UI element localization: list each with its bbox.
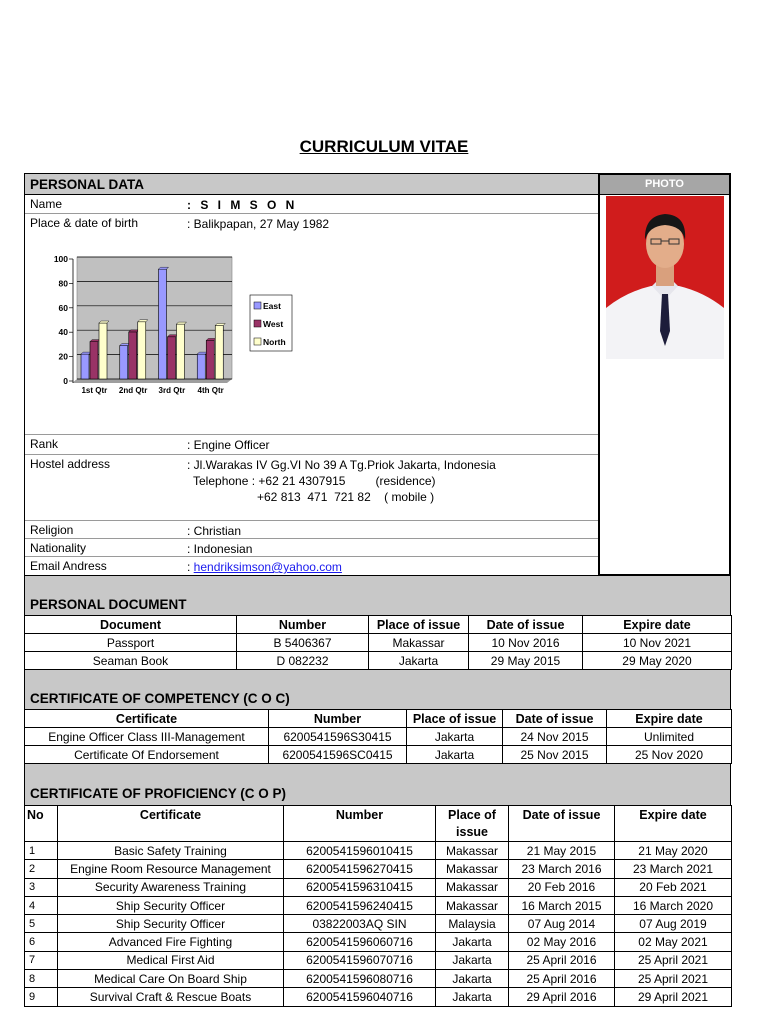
rank-row xyxy=(25,435,599,455)
chart-bar-top xyxy=(215,323,225,325)
column-header: Number xyxy=(269,710,407,728)
chart-bar-top xyxy=(81,352,91,354)
chart-y-tick-label: 0 xyxy=(63,376,68,386)
table-cell: Jakarta xyxy=(436,988,509,1006)
row-number-cell: 7 xyxy=(25,951,58,969)
table-cell: B 5406367 xyxy=(237,634,369,652)
column-header: Number xyxy=(237,616,369,634)
table-cell: Seaman Book xyxy=(25,652,237,670)
email-value-wrap xyxy=(187,559,342,575)
table-row xyxy=(25,915,732,933)
chart-legend-swatch xyxy=(254,320,261,327)
email-label: Email Andress xyxy=(30,559,107,573)
table-cell: Survival Craft & Rescue Boats xyxy=(58,988,284,1006)
table-cell: 02 May 2016 xyxy=(509,933,615,951)
table-cell: 03822003AQ SIN xyxy=(284,915,436,933)
personal-data-heading: PERSONAL DATA xyxy=(25,174,599,195)
table-cell: Makassar xyxy=(436,896,509,914)
table-cell: Medical First Aid xyxy=(58,951,284,969)
table-cell: 25 April 2016 xyxy=(509,951,615,969)
chart-bar-top xyxy=(197,352,207,354)
personal-document-section xyxy=(24,576,731,616)
table-cell: 02 May 2021 xyxy=(615,933,732,951)
table-cell: Security Awareness Training xyxy=(58,878,284,896)
table-cell: 16 March 2015 xyxy=(509,896,615,914)
table-cell: 29 April 2016 xyxy=(509,988,615,1006)
table-cell: Basic Safety Training xyxy=(58,842,284,860)
chart-bar-top xyxy=(159,267,169,269)
table-cell: 25 Nov 2020 xyxy=(607,746,732,764)
chart-bar-top xyxy=(138,320,148,322)
table-cell: 25 April 2021 xyxy=(615,970,732,988)
address-line-1: : Jl.Warakas IV Gg.VI No 39 A Tg.Priok Jakarta, Indonesia xyxy=(187,458,496,472)
chart-y-tick-label: 60 xyxy=(58,302,68,313)
religion-label: Religion xyxy=(30,523,74,537)
table-cell: 29 May 2020 xyxy=(583,652,732,670)
chart-legend-swatch xyxy=(254,302,261,309)
table-cell: Makassar xyxy=(436,878,509,896)
table-cell: Jakarta xyxy=(369,652,469,670)
birth-value: : Balikpapan, 27 May 1982 xyxy=(187,217,330,231)
chart-bar xyxy=(129,332,137,379)
profile-photo xyxy=(606,196,724,359)
chart-bar xyxy=(159,269,167,379)
page-title xyxy=(0,137,768,157)
table-cell: 07 Aug 2014 xyxy=(509,915,615,933)
column-header: Expire date xyxy=(583,616,732,634)
table-cell: 6200541596310415 xyxy=(284,878,436,896)
table-row xyxy=(25,988,732,1006)
religion-value: : Christian xyxy=(187,524,242,538)
table-cell: 23 March 2021 xyxy=(615,860,732,878)
table-cell: Makassar xyxy=(436,842,509,860)
address-row xyxy=(25,455,599,521)
table-row xyxy=(25,860,732,878)
email-row xyxy=(25,557,599,576)
row-number-cell: 9 xyxy=(25,988,58,1006)
coc-heading: CERTIFICATE OF COMPETENCY (C O C) xyxy=(30,691,290,706)
chart-bar-top xyxy=(129,330,139,332)
column-header: Document xyxy=(25,616,237,634)
photo-box xyxy=(598,173,731,576)
chart-bar xyxy=(99,323,107,379)
table-row xyxy=(25,728,732,746)
chart-bar-top xyxy=(168,335,178,337)
table-cell: 20 Feb 2016 xyxy=(509,878,615,896)
chart-bar-top xyxy=(120,344,130,346)
row-number-cell: 1 xyxy=(25,842,58,860)
table-row xyxy=(25,842,732,860)
table-cell: 29 May 2015 xyxy=(469,652,583,670)
chart-floor xyxy=(72,379,232,383)
nationality-value: : Indonesian xyxy=(187,542,253,556)
column-header: Place of issue xyxy=(436,806,509,842)
chart-y-tick-label: 40 xyxy=(58,327,68,338)
chart-bar xyxy=(81,354,89,379)
chart-bar-top xyxy=(206,338,216,340)
photo-heading: PHOTO xyxy=(600,175,729,195)
table-cell: 6200541596080716 xyxy=(284,970,436,988)
table-cell: 16 March 2020 xyxy=(615,896,732,914)
column-header: Certificate xyxy=(58,806,284,842)
table-cell: Makassar xyxy=(369,634,469,652)
name-value: : S I M S O N xyxy=(187,198,298,212)
table-cell: Jakarta xyxy=(407,746,503,764)
chart-bar xyxy=(120,346,128,379)
table-cell: 21 May 2015 xyxy=(509,842,615,860)
rank-value: : Engine Officer xyxy=(187,438,270,452)
table-cell: 20 Feb 2021 xyxy=(615,878,732,896)
table-row xyxy=(25,746,732,764)
table-cell: 21 May 2020 xyxy=(615,842,732,860)
religion-row xyxy=(25,521,599,539)
table-header-row xyxy=(25,616,732,634)
personal-document-heading: PERSONAL DOCUMENT xyxy=(30,597,187,612)
column-header: Date of issue xyxy=(503,710,607,728)
table-cell: Jakarta xyxy=(436,970,509,988)
birth-label: Place & date of birth xyxy=(30,216,139,230)
row-number-cell: 4 xyxy=(25,896,58,914)
row-number-cell: 8 xyxy=(25,970,58,988)
chart-legend-label: West xyxy=(263,319,284,329)
table-row xyxy=(25,652,732,670)
chart-bar xyxy=(215,325,223,379)
row-number-cell: 2 xyxy=(25,860,58,878)
chart-bar xyxy=(138,322,146,379)
chart-bar xyxy=(90,342,98,379)
table-cell: Jakarta xyxy=(436,951,509,969)
chart-bar xyxy=(177,324,185,379)
nationality-label: Nationality xyxy=(30,541,87,555)
table-cell: Malaysia xyxy=(436,915,509,933)
column-header: Place of issue xyxy=(407,710,503,728)
cop-section xyxy=(24,764,731,806)
chart-y-tick-label: 80 xyxy=(58,278,68,289)
table-cell: Engine Room Resource Management xyxy=(58,860,284,878)
column-header: Expire date xyxy=(607,710,732,728)
table-row xyxy=(25,896,732,914)
table-row xyxy=(25,951,732,969)
column-header: Date of issue xyxy=(509,806,615,842)
table-cell: Ship Security Officer xyxy=(58,915,284,933)
table-cell: Engine Officer Class III-Management xyxy=(25,728,269,746)
chart-x-tick-label: 2nd Qtr xyxy=(118,386,148,395)
table-cell: 29 April 2021 xyxy=(615,988,732,1006)
chart-bar-top xyxy=(90,340,100,342)
table-cell: 25 April 2021 xyxy=(615,951,732,969)
column-header: Date of issue xyxy=(469,616,583,634)
chart-y-tick-label: 100 xyxy=(53,254,68,264)
chart-plot xyxy=(54,254,292,395)
table-cell: Unlimited xyxy=(607,728,732,746)
chart-bar xyxy=(168,337,176,379)
table-cell: 6200541596070716 xyxy=(284,951,436,969)
table-cell: 6200541596040716 xyxy=(284,988,436,1006)
chart-bar-top xyxy=(99,321,109,323)
address-label: Hostel address xyxy=(30,457,111,471)
table-cell: 6200541596240415 xyxy=(284,896,436,914)
table-cell: 23 March 2016 xyxy=(509,860,615,878)
chart-legend-label: North xyxy=(263,337,286,347)
email-prefix: : xyxy=(187,560,194,574)
name-row xyxy=(25,195,599,214)
table-cell: Jakarta xyxy=(407,728,503,746)
email-link[interactable]: hendriksimson@yahoo.com xyxy=(193,560,342,574)
name-label: Name xyxy=(30,197,63,211)
table-cell: Jakarta xyxy=(436,933,509,951)
column-header: Certificate xyxy=(25,710,269,728)
coc-table xyxy=(24,709,732,764)
chart-bar-top xyxy=(177,322,187,324)
chart-y-tick-label: 20 xyxy=(58,351,68,362)
table-header-row xyxy=(25,710,732,728)
table-cell: 6200541596S30415 xyxy=(269,728,407,746)
chart-legend-swatch xyxy=(254,338,261,345)
column-header: Place of issue xyxy=(369,616,469,634)
cop-heading: CERTIFICATE OF PROFICIENCY (C O P) xyxy=(30,786,287,801)
column-header: No xyxy=(25,806,58,842)
table-cell: 6200541596270415 xyxy=(284,860,436,878)
table-cell: 6200541596SC0415 xyxy=(269,746,407,764)
table-cell: 07 Aug 2019 xyxy=(615,915,732,933)
chart-legend-label: East xyxy=(263,301,281,311)
table-cell: 25 Nov 2015 xyxy=(503,746,607,764)
table-cell: 10 Nov 2021 xyxy=(583,634,732,652)
table-cell: D 082232 xyxy=(237,652,369,670)
table-cell: 6200541596060716 xyxy=(284,933,436,951)
table-header-row xyxy=(25,806,732,842)
chart-x-tick-label: 3rd Qtr xyxy=(158,386,186,395)
row-number-cell: 6 xyxy=(25,933,58,951)
table-row xyxy=(25,933,732,951)
address-line-3: +62 813 471 721 82 ( mobile ) xyxy=(257,490,435,504)
column-header: Expire date xyxy=(615,806,732,842)
table-cell: Advanced Fire Fighting xyxy=(58,933,284,951)
coc-section xyxy=(24,670,731,710)
nationality-row xyxy=(25,539,599,557)
table-cell: Medical Care On Board Ship xyxy=(58,970,284,988)
chart-x-tick-label: 4th Qtr xyxy=(197,386,224,395)
bar-chart xyxy=(50,245,300,400)
row-number-cell: 3 xyxy=(25,878,58,896)
chart-bar xyxy=(197,354,205,379)
personal-document-table xyxy=(24,615,732,670)
table-cell: 10 Nov 2016 xyxy=(469,634,583,652)
column-header: Number xyxy=(284,806,436,842)
cop-table xyxy=(24,805,732,1007)
table-cell: Makassar xyxy=(436,860,509,878)
table-row xyxy=(25,878,732,896)
chart-bar xyxy=(206,340,214,379)
table-cell: Passport xyxy=(25,634,237,652)
chart-x-tick-label: 1st Qtr xyxy=(81,386,108,395)
table-row xyxy=(25,970,732,988)
table-cell: 24 Nov 2015 xyxy=(503,728,607,746)
page-title-text: CURRICULUM VITAE xyxy=(299,137,469,156)
table-cell: 6200541596010415 xyxy=(284,842,436,860)
table-cell: Ship Security Officer xyxy=(58,896,284,914)
address-line-2: Telephone : +62 21 4307915 (residence) xyxy=(193,474,436,488)
rank-label: Rank xyxy=(30,437,59,451)
table-cell: 25 April 2016 xyxy=(509,970,615,988)
table-row xyxy=(25,634,732,652)
row-number-cell: 5 xyxy=(25,915,58,933)
table-cell: Certificate Of Endorsement xyxy=(25,746,269,764)
